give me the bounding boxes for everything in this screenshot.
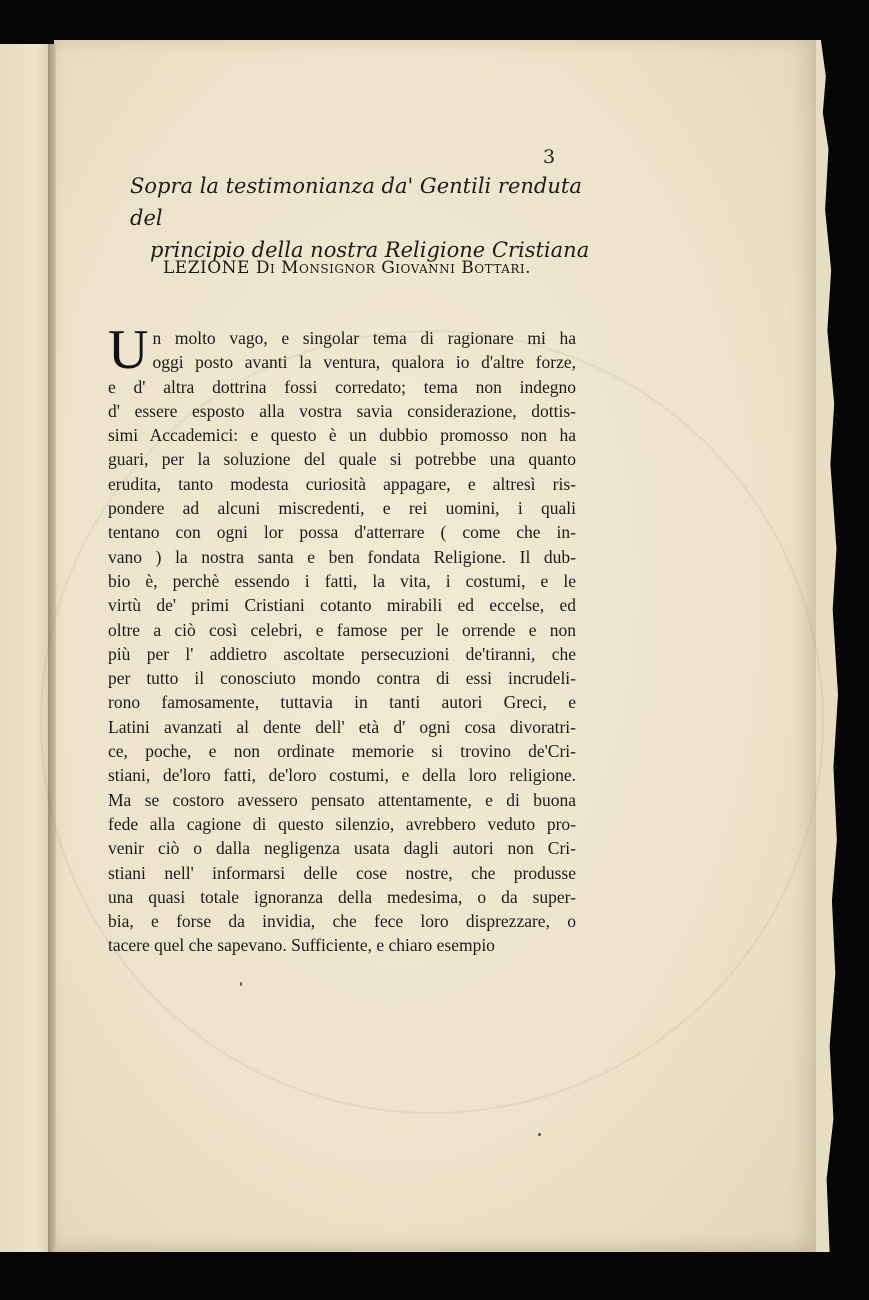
text-line: e d' altra dottrina fossi corredato; tema non indegno bbox=[108, 376, 576, 397]
text-line: simi Accademici: e questo è un dubbio promosso non ha bbox=[108, 425, 576, 446]
paper-speck bbox=[538, 1133, 541, 1136]
lesson-heading: LEZIONE Di Monsignor Giovanni Bottari. bbox=[163, 258, 532, 278]
paper-speck bbox=[240, 982, 242, 986]
text-line: ce, poche, e non ordinate memorie si trovino de'Cri- bbox=[108, 741, 576, 762]
text-line: bia, e forse da invidia, che fece loro disprezzare, o bbox=[108, 911, 576, 932]
text-line: venir ciò o dalla negligenza usata dagli autori non Cri- bbox=[108, 838, 576, 859]
text-lines bbox=[108, 350, 576, 957]
title-line-2: principio della nostra Religione Cristiana bbox=[150, 238, 590, 262]
text-line: tacere quel che sapevano. Sufficiente, e chiaro esempio bbox=[108, 935, 495, 956]
text-line: guari, per la soluzione del quale si potrebbe una quanto bbox=[108, 449, 576, 470]
text-line: vano ) la nostra santa e ben fondata Religione. Il dub- bbox=[108, 546, 576, 567]
page-number: 3 bbox=[543, 146, 556, 168]
title-line-1: Sopra la testimonianza da' Gentili renduta del bbox=[130, 174, 582, 230]
text-line: rono famosamente, tuttavia in tanti autori Greci, e bbox=[108, 692, 576, 713]
text-line: più per l' addietro ascoltate persecuzioni de'tiranni, che bbox=[108, 643, 576, 664]
text-line: fede alla cagione di questo silenzio, avrebbero veduto pro- bbox=[108, 813, 576, 834]
text-line: stiani, de'loro fatti, de'loro costumi, e della loro religione. bbox=[108, 765, 576, 786]
page-title bbox=[100, 170, 620, 266]
text-line: oltre a ciò così celebri, e famose per le orrende e non bbox=[108, 619, 576, 640]
text-line: una quasi totale ignoranza della medesima, o da super- bbox=[108, 886, 576, 907]
body-text bbox=[108, 319, 576, 958]
text-line: per tutto il conosciuto mondo contra di essi incrudeli- bbox=[108, 668, 576, 689]
text-line: virtù de' primi Cristiani cotanto mirabili ed eccelse, ed bbox=[108, 595, 576, 616]
text-line: oggi posto avanti la ventura, qualora io d'altre forze, bbox=[152, 352, 576, 373]
text-line: erudita, tanto modesta curiosità appagare, e altresì ris- bbox=[108, 473, 576, 494]
text-line: bio è, perchè essendo i fatti, la vita, i costumi, e le bbox=[108, 570, 576, 591]
text-line: Ma se costoro avessero pensato attentamente, e di buona bbox=[108, 789, 576, 810]
text-line: Latini avanzati al dente dell' età d' ogni cosa divoratri- bbox=[108, 716, 576, 737]
drop-cap: U bbox=[108, 319, 149, 381]
text-line: tentano con ogni lor possa d'atterrare ( come che in- bbox=[108, 522, 576, 543]
text-line: stiani nell' informarsi delle cose nostre, che produsse bbox=[108, 862, 576, 883]
text-line: n molto vago, e singolar tema di ragionare mi ha bbox=[152, 328, 576, 348]
text-line: d' essere esposto alla vostra savia considerazione, dottis- bbox=[108, 400, 576, 421]
text-line: pondere ad alcuni miscredenti, e rei uomini, i quali bbox=[108, 498, 576, 519]
